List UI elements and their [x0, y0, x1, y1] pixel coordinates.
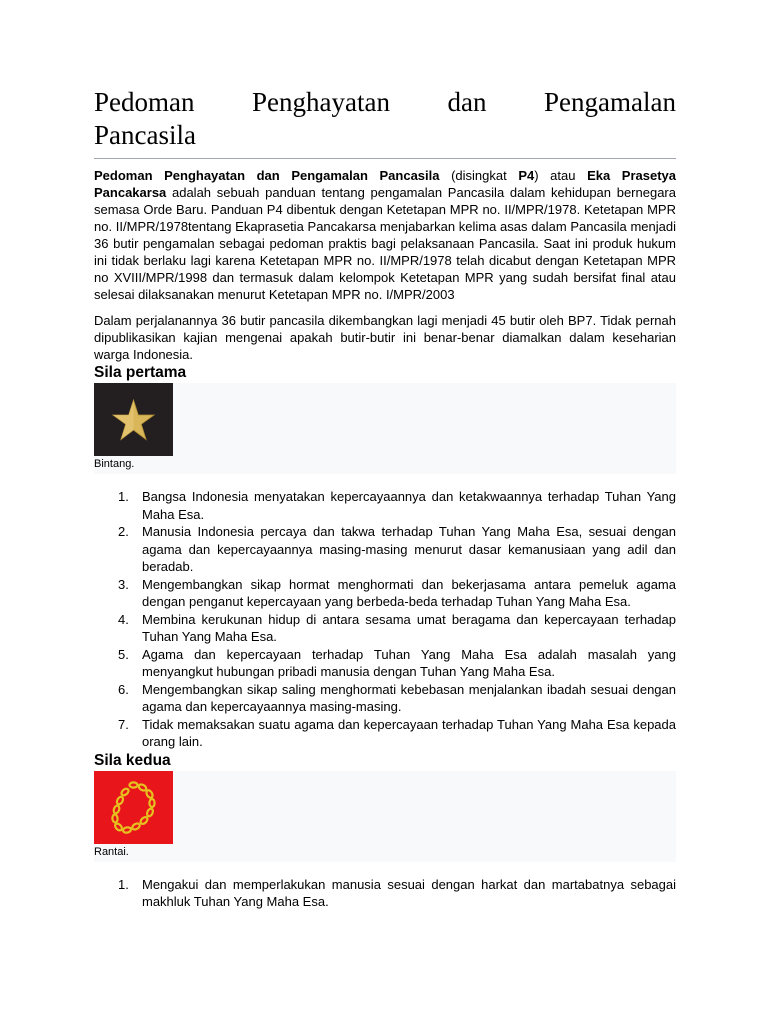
section-heading-sila-pertama: Sila pertama: [94, 364, 187, 381]
list-item: 7. Tidak memaksakan suatu agama dan kepercayaan terhadap Tuhan Yang Maha Esa kepada orang lain.: [118, 716, 676, 749]
figure-sila-pertama: [94, 383, 676, 474]
intro-paragraph: Pedoman Penghayatan dan Pengamalan Pancasila (disingkat P4) atau Eka Prasetya Pancakarsa adalah sebuah panduan tentang pengamalan Pancasila dalam kehidupan bernegara semasa Orde Baru. Panduan P4 dibentuk dengan Ketetapan MPR no. II/MPR/1978. Ketetapan MPR no. II/MPR/1978tentang Ekaprasetia Pancakarsa menjabarkan kelima asas dalam Pancasila menjadi 36 butir pengamalan sebagai pedoman praktis bagi pelaksanaan Pancasila. Saat ini produk hukum ini tidak berlaku lagi karena Ketetapan MPR no. II/MPR/1978 telah dicabut dengan Ketetapan MPR no XVIII/MPR/1998 dan termasuk dalam kelompok Ketetapan MPR yang sudah bersifat final atau selesai dilaksanakan menurut Ketetapan MPR no. I/MPR/2003: [94, 168, 676, 302]
figure-caption: Rantai.: [94, 845, 129, 858]
list-sila-pertama: [94, 488, 676, 751]
section-heading-sila-kedua: Sila kedua: [94, 751, 171, 769]
paragraph-bp7: Dalam perjalanannya 36 butir pancasila dikembangkan lagi menjadi 45 butir oleh BP7. Tidak pernah dipublikasikan kajian mengenai apakah butir-butir ini benar-benar diamalkan dalam keseharian warga Indonesia.: [94, 313, 676, 362]
list-item: 1. Mengakui dan memperlakukan manusia sesuai dengan harkat dan martabatnya sebagai makhluk Tuhan Yang Maha Esa.: [118, 876, 676, 909]
list-item: 3. Mengembangkan sikap hormat menghormati dan bekerjasama antara pemeluk agama dengan penganut kepercayaan yang berbeda-beda terhadap Tuhan Yang Maha Esa.: [118, 576, 676, 609]
star-icon: [94, 383, 173, 456]
page-title: [94, 86, 676, 159]
title-word: Pengamalan: [544, 87, 676, 117]
list-item: 1. Bangsa Indonesia menyatakan kepercayaannya dan ketakwaannya terhadap Tuhan Yang Maha Esa.: [118, 489, 676, 522]
document-page: [94, 86, 676, 911]
list-item: 6. Mengembangkan sikap saling menghormati kebebasan menjalankan ibadah sesuai dengan agama dan kepercayaannya masing-masing.: [118, 681, 676, 714]
list-item: 4. Membina kerukunan hidup di antara sesama umat beragama dan kepercayaan terhadap Tuhan Yang Maha Esa.: [118, 611, 676, 644]
term-eka-prasetya: Eka Prasetya Pancakarsa: [94, 168, 676, 200]
title-word: Pedoman: [94, 87, 195, 117]
chain-icon: [94, 771, 173, 844]
list-item: 5. Agama dan kepercayaan terhadap Tuhan Yang Maha Esa adalah masalah yang menyangkut hubungan pribadi manusia dengan Tuhan Yang Maha Esa.: [118, 646, 676, 679]
title-word: Penghayatan: [252, 87, 390, 117]
figure-caption: Bintang.: [94, 458, 135, 470]
title-line-2: Pancasila: [94, 120, 196, 150]
list-sila-kedua: [94, 876, 676, 911]
list-item: 2. Manusia Indonesia percaya dan takwa terhadap Tuhan Yang Maha Esa, sesuai dengan agama dan kepercayaannya masing-masing menurut dasar kemanusiaan yang adil dan beradab.: [118, 524, 676, 574]
term-p4-full: Pedoman Penghayatan dan Pengamalan Pancasila: [94, 168, 440, 183]
title-line-1: [94, 86, 676, 119]
figure-sila-kedua: [94, 771, 676, 862]
title-word: dan: [447, 87, 487, 117]
term-p4: P4: [518, 168, 535, 183]
